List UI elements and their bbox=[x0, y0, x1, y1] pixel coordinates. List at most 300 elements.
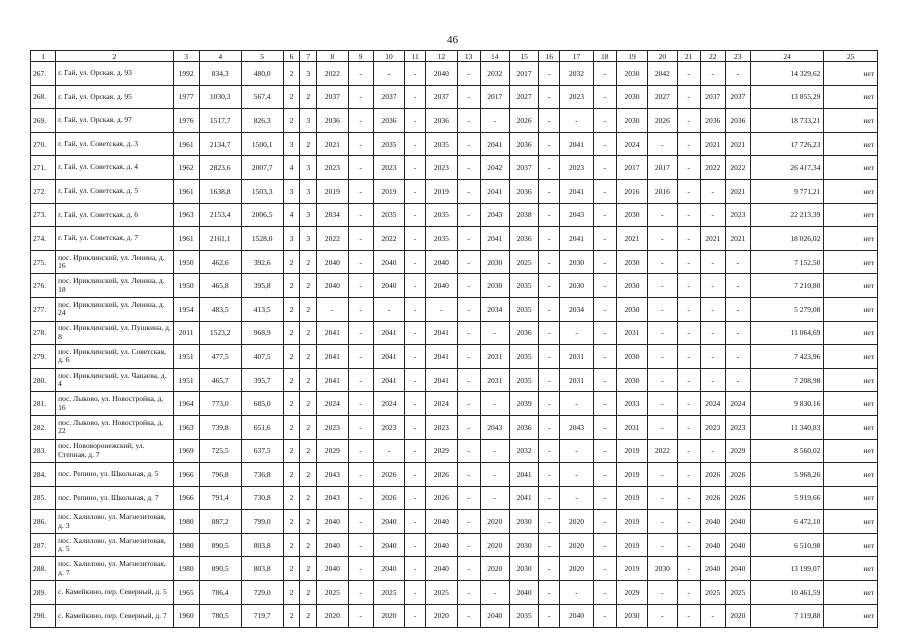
column-header: 17 bbox=[560, 51, 594, 62]
table-cell: 2023 bbox=[373, 415, 404, 439]
table-cell: 2020 bbox=[317, 604, 348, 628]
table-cell: - bbox=[405, 533, 426, 557]
table-cell: 2 bbox=[283, 604, 300, 628]
table-row bbox=[31, 109, 878, 133]
table-cell: 3 bbox=[300, 203, 317, 227]
table-cell: 1964 bbox=[173, 392, 199, 416]
table-cell: - bbox=[648, 581, 677, 605]
table-cell: 1992 bbox=[173, 62, 199, 86]
table-cell: - bbox=[677, 179, 700, 203]
table-cell: 2017 bbox=[509, 62, 538, 86]
column-header: 10 bbox=[373, 51, 404, 62]
table-cell: 2030 bbox=[560, 274, 594, 298]
table-cell: 9 830,16 bbox=[750, 392, 823, 416]
column-header: 25 bbox=[824, 51, 878, 62]
table-cell: 2021 bbox=[725, 132, 750, 156]
table-cell: 2038 bbox=[509, 203, 538, 227]
table-cell: 2023 bbox=[317, 415, 348, 439]
table-cell: 1962 bbox=[173, 156, 199, 180]
table-cell: 2 bbox=[283, 109, 300, 133]
table-row bbox=[31, 297, 878, 321]
table-cell: - bbox=[677, 510, 700, 534]
table-row bbox=[31, 533, 878, 557]
table-cell: 2040 bbox=[700, 533, 725, 557]
row-number-cell: 271. bbox=[31, 156, 56, 180]
table-cell: - bbox=[593, 321, 616, 345]
table-cell: 14 329,62 bbox=[750, 62, 823, 86]
row-number-cell: 280. bbox=[31, 368, 56, 392]
table-cell: - bbox=[405, 463, 426, 487]
row-number-cell: 286. bbox=[31, 510, 56, 534]
table-cell: 10 461,59 bbox=[750, 581, 823, 605]
page-number: 46 bbox=[447, 34, 458, 46]
table-cell: - bbox=[539, 604, 560, 628]
table-cell: - bbox=[648, 321, 677, 345]
table-cell: 2026 bbox=[725, 463, 750, 487]
table-cell: 2022 bbox=[317, 227, 348, 251]
table-cell: 26 417,34 bbox=[750, 156, 823, 180]
row-number-cell: 267. bbox=[31, 62, 56, 86]
table-cell: - bbox=[373, 297, 404, 321]
table-cell: - bbox=[700, 274, 725, 298]
table-cell: 2 bbox=[300, 345, 317, 369]
table-cell: нет bbox=[824, 321, 878, 345]
table-cell: - bbox=[405, 581, 426, 605]
table-cell: 1963 bbox=[173, 415, 199, 439]
table-cell: 2 bbox=[283, 250, 300, 274]
table-cell: 2035 bbox=[426, 132, 457, 156]
table-cell: нет bbox=[824, 533, 878, 557]
table-cell: 1966 bbox=[173, 486, 199, 510]
table-cell: 2020 bbox=[480, 533, 509, 557]
table-cell: 2043 bbox=[317, 486, 348, 510]
table-cell: - bbox=[348, 109, 373, 133]
address-cell: г. Гай, ул. Советская, д. 4 bbox=[56, 156, 173, 180]
table-cell: 2035 bbox=[373, 132, 404, 156]
table-cell: - bbox=[457, 203, 480, 227]
table-cell: 7 152,50 bbox=[750, 250, 823, 274]
table-cell: 2030 bbox=[560, 250, 594, 274]
table-cell: 637,5 bbox=[241, 439, 283, 463]
table-cell: - bbox=[593, 227, 616, 251]
table-cell: 483,5 bbox=[199, 297, 241, 321]
table-cell: нет bbox=[824, 274, 878, 298]
table-cell: нет bbox=[824, 486, 878, 510]
address-cell: г. Гай, ул. Орская, д. 97 bbox=[56, 109, 173, 133]
housing-repair-table bbox=[30, 50, 878, 628]
table-cell: 799,0 bbox=[241, 510, 283, 534]
table-cell: 1500,1 bbox=[241, 132, 283, 156]
table-row bbox=[31, 557, 878, 581]
table-cell: 2037 bbox=[509, 156, 538, 180]
table-cell: 2025 bbox=[426, 581, 457, 605]
table-cell: 2041 bbox=[317, 345, 348, 369]
table-cell: - bbox=[700, 62, 725, 86]
table-cell: - bbox=[457, 392, 480, 416]
table-cell: 739,8 bbox=[199, 415, 241, 439]
table-cell: 2030 bbox=[509, 510, 538, 534]
table-cell: - bbox=[700, 297, 725, 321]
table-cell: - bbox=[348, 203, 373, 227]
table-cell: 1528,0 bbox=[241, 227, 283, 251]
table-cell: - bbox=[593, 533, 616, 557]
table-cell: 2021 bbox=[616, 227, 647, 251]
table-cell: 1950 bbox=[173, 250, 199, 274]
table-cell: - bbox=[457, 250, 480, 274]
table-row bbox=[31, 486, 878, 510]
table-cell: 2031 bbox=[560, 345, 594, 369]
table-row bbox=[31, 274, 878, 298]
table-cell: - bbox=[648, 415, 677, 439]
table-cell: - bbox=[373, 439, 404, 463]
table-cell: нет bbox=[824, 85, 878, 109]
address-cell: г. Гай, ул. Орская, д. 95 bbox=[56, 85, 173, 109]
table-cell: 2023 bbox=[317, 156, 348, 180]
table-cell: 2030 bbox=[509, 533, 538, 557]
table-cell: - bbox=[348, 557, 373, 581]
row-number-cell: 278. bbox=[31, 321, 56, 345]
table-cell: 2019 bbox=[373, 179, 404, 203]
table-cell: 2035 bbox=[509, 345, 538, 369]
table-cell: 2024 bbox=[317, 392, 348, 416]
table-cell: 2007,7 bbox=[241, 156, 283, 180]
table-cell: 2035 bbox=[509, 297, 538, 321]
table-cell: 7 210,80 bbox=[750, 274, 823, 298]
table-cell: 2011 bbox=[173, 321, 199, 345]
table-cell: - bbox=[539, 415, 560, 439]
table-cell: - bbox=[677, 85, 700, 109]
table-cell: - bbox=[648, 203, 677, 227]
table-cell: - bbox=[560, 109, 594, 133]
table-cell: 1517,7 bbox=[199, 109, 241, 133]
table-cell: 1503,3 bbox=[241, 179, 283, 203]
table-cell: 11 064,69 bbox=[750, 321, 823, 345]
table-cell: 2040 bbox=[426, 274, 457, 298]
table-cell: 2023 bbox=[725, 415, 750, 439]
table-cell: - bbox=[677, 486, 700, 510]
table-cell: 2040 bbox=[426, 557, 457, 581]
table-cell: 2023 bbox=[725, 203, 750, 227]
row-number-cell: 275. bbox=[31, 250, 56, 274]
table-cell: - bbox=[317, 297, 348, 321]
table-cell: 7 119,88 bbox=[750, 604, 823, 628]
table-cell: 890,5 bbox=[199, 557, 241, 581]
table-cell: 2 bbox=[300, 368, 317, 392]
address-cell: пос. Репино, ул. Школьная, д. 7 bbox=[56, 486, 173, 510]
table-cell: - bbox=[725, 321, 750, 345]
table-cell: - bbox=[348, 463, 373, 487]
table-cell: - bbox=[405, 274, 426, 298]
table-cell: 2034 bbox=[480, 297, 509, 321]
table-cell: 2 bbox=[283, 463, 300, 487]
table-cell: 2020 bbox=[426, 604, 457, 628]
table-cell: 2 bbox=[300, 132, 317, 156]
table-cell: - bbox=[539, 179, 560, 203]
table-cell: - bbox=[405, 227, 426, 251]
column-header: 19 bbox=[616, 51, 647, 62]
table-cell: - bbox=[457, 132, 480, 156]
table-cell: 2041 bbox=[426, 368, 457, 392]
table-cell: 2026 bbox=[373, 463, 404, 487]
table-cell: 2026 bbox=[509, 109, 538, 133]
table-cell: 2040 bbox=[725, 533, 750, 557]
table-cell: 2153,4 bbox=[199, 203, 241, 227]
table-cell: 2035 bbox=[373, 203, 404, 227]
address-cell: пос. Ириклинский, ул. Ленина, д. 18 bbox=[56, 274, 173, 298]
table-cell: 2040 bbox=[426, 510, 457, 534]
table-cell: 2024 bbox=[700, 392, 725, 416]
table-cell: - bbox=[560, 439, 594, 463]
table-cell: 2040 bbox=[426, 533, 457, 557]
table-cell: 2019 bbox=[616, 439, 647, 463]
table-cell: 2823,6 bbox=[199, 156, 241, 180]
table-cell: - bbox=[677, 581, 700, 605]
table-cell: - bbox=[348, 156, 373, 180]
row-number-cell: 273. bbox=[31, 203, 56, 227]
table-cell: 2 bbox=[300, 581, 317, 605]
table-cell: - bbox=[480, 109, 509, 133]
table-cell: 22 213,39 bbox=[750, 203, 823, 227]
table-cell: 2 bbox=[300, 463, 317, 487]
table-cell: - bbox=[405, 109, 426, 133]
address-cell: пос. Репино, ул. Школьная, д. 5 bbox=[56, 463, 173, 487]
table-cell: 1638,8 bbox=[199, 179, 241, 203]
table-cell: - bbox=[677, 227, 700, 251]
table-cell: 2036 bbox=[700, 109, 725, 133]
table-cell: 2030 bbox=[616, 250, 647, 274]
table-cell: - bbox=[405, 486, 426, 510]
table-cell: - bbox=[700, 368, 725, 392]
table-cell: 2024 bbox=[616, 132, 647, 156]
table-cell: - bbox=[457, 581, 480, 605]
table-cell: - bbox=[725, 345, 750, 369]
table-cell: нет bbox=[824, 227, 878, 251]
table-cell: - bbox=[405, 156, 426, 180]
table-cell: 2040 bbox=[480, 604, 509, 628]
table-cell: 2029 bbox=[426, 439, 457, 463]
table-cell: - bbox=[677, 203, 700, 227]
table-cell: - bbox=[677, 415, 700, 439]
table-cell: - bbox=[348, 392, 373, 416]
table-cell: 2 bbox=[283, 439, 300, 463]
column-header: 2 bbox=[56, 51, 173, 62]
table-cell: - bbox=[593, 486, 616, 510]
table-cell: - bbox=[648, 463, 677, 487]
table-cell: - bbox=[648, 392, 677, 416]
table-cell: - bbox=[348, 297, 373, 321]
table-cell: 2036 bbox=[373, 109, 404, 133]
table-cell: 2 bbox=[300, 486, 317, 510]
table-cell: 2042 bbox=[480, 156, 509, 180]
table-cell: 5 968,26 bbox=[750, 463, 823, 487]
table-cell: 2027 bbox=[509, 85, 538, 109]
table-cell: нет bbox=[824, 132, 878, 156]
address-cell: пос. Ириклинский, ул. Чапаева, д. 4 bbox=[56, 368, 173, 392]
table-cell: 2030 bbox=[616, 85, 647, 109]
table-cell: 1951 bbox=[173, 368, 199, 392]
table-cell: - bbox=[457, 415, 480, 439]
table-cell: 2035 bbox=[509, 274, 538, 298]
table-cell: - bbox=[373, 62, 404, 86]
table-cell: - bbox=[405, 85, 426, 109]
table-cell: - bbox=[539, 345, 560, 369]
table-cell: 2 bbox=[283, 297, 300, 321]
table-cell: - bbox=[539, 274, 560, 298]
table-row bbox=[31, 62, 878, 86]
table-cell: 3 bbox=[283, 132, 300, 156]
table-cell: - bbox=[593, 274, 616, 298]
table-cell: - bbox=[648, 274, 677, 298]
table-cell: 2036 bbox=[317, 109, 348, 133]
table-cell: - bbox=[405, 510, 426, 534]
table-cell: 826,3 bbox=[241, 109, 283, 133]
table-cell: 2043 bbox=[560, 415, 594, 439]
table-cell: 2 bbox=[300, 321, 317, 345]
table-cell: 2041 bbox=[317, 368, 348, 392]
table-cell: - bbox=[457, 179, 480, 203]
table-cell: 2043 bbox=[480, 415, 509, 439]
table-cell: 803,8 bbox=[241, 533, 283, 557]
table-cell: 407,5 bbox=[241, 345, 283, 369]
table-cell: нет bbox=[824, 557, 878, 581]
table-cell: 2030 bbox=[616, 297, 647, 321]
table-cell: 2040 bbox=[373, 510, 404, 534]
table-cell: 780,5 bbox=[199, 604, 241, 628]
table-cell: 1969 bbox=[173, 439, 199, 463]
table-cell: - bbox=[480, 321, 509, 345]
table-cell: 2017 bbox=[616, 156, 647, 180]
table-cell: 1523,2 bbox=[199, 321, 241, 345]
table-row bbox=[31, 132, 878, 156]
table-cell: 725,5 bbox=[199, 439, 241, 463]
table-cell: 9 771,21 bbox=[750, 179, 823, 203]
table-cell: 729,0 bbox=[241, 581, 283, 605]
table-cell: 2040 bbox=[373, 533, 404, 557]
table-cell: - bbox=[348, 533, 373, 557]
table-cell: - bbox=[677, 439, 700, 463]
table-cell: 2 bbox=[300, 85, 317, 109]
table-cell: 7 423,96 bbox=[750, 345, 823, 369]
table-cell: 1963 bbox=[173, 203, 199, 227]
table-cell: 2 bbox=[300, 415, 317, 439]
column-header: 13 bbox=[457, 51, 480, 62]
table-cell: 2021 bbox=[317, 132, 348, 156]
table-cell: - bbox=[593, 156, 616, 180]
table-cell: 2 bbox=[300, 274, 317, 298]
table-cell: - bbox=[560, 321, 594, 345]
table-cell: 2 bbox=[283, 62, 300, 86]
table-cell: нет bbox=[824, 581, 878, 605]
table-cell: 2025 bbox=[725, 581, 750, 605]
table-cell: 1030,3 bbox=[199, 85, 241, 109]
column-header: 15 bbox=[509, 51, 538, 62]
table-cell: 685,0 bbox=[241, 392, 283, 416]
table-cell: 2 bbox=[283, 486, 300, 510]
address-cell: пос. Халилово, ул. Магнезитовая, д. 3 bbox=[56, 510, 173, 534]
table-cell: 2134,7 bbox=[199, 132, 241, 156]
table-cell: - bbox=[348, 62, 373, 86]
table-cell: - bbox=[457, 557, 480, 581]
table-cell: - bbox=[539, 109, 560, 133]
table-cell: - bbox=[593, 179, 616, 203]
table-cell: 2040 bbox=[426, 62, 457, 86]
table-cell: 2 bbox=[283, 533, 300, 557]
table-cell: - bbox=[677, 62, 700, 86]
table-cell: 1965 bbox=[173, 581, 199, 605]
table-cell: нет bbox=[824, 368, 878, 392]
table-cell: 2 bbox=[283, 274, 300, 298]
table-cell: - bbox=[457, 109, 480, 133]
row-number-cell: 290. bbox=[31, 604, 56, 628]
column-header: 21 bbox=[677, 51, 700, 62]
table-cell: - bbox=[539, 132, 560, 156]
table-cell: 13 855,29 bbox=[750, 85, 823, 109]
table-cell: 6 510,98 bbox=[750, 533, 823, 557]
table-cell: 2026 bbox=[426, 486, 457, 510]
table-cell: 2041 bbox=[509, 463, 538, 487]
address-cell: пос. Ириклинский, ул. Пушкина, д. 8 bbox=[56, 321, 173, 345]
table-cell: 480,0 bbox=[241, 62, 283, 86]
table-cell: - bbox=[480, 581, 509, 605]
row-number-cell: 276. bbox=[31, 274, 56, 298]
table-cell: 1977 bbox=[173, 85, 199, 109]
table-cell: 462,6 bbox=[199, 250, 241, 274]
table-cell: 2032 bbox=[509, 439, 538, 463]
table-row bbox=[31, 415, 878, 439]
table-cell: 2 bbox=[300, 250, 317, 274]
table-cell: 5 279,08 bbox=[750, 297, 823, 321]
table-cell: 2019 bbox=[317, 179, 348, 203]
table-cell: - bbox=[457, 368, 480, 392]
table-cell: 2 bbox=[300, 533, 317, 557]
table-cell: - bbox=[348, 415, 373, 439]
table-cell: 1951 bbox=[173, 345, 199, 369]
table-cell: - bbox=[457, 321, 480, 345]
table-cell: - bbox=[593, 109, 616, 133]
table-cell: 2020 bbox=[480, 557, 509, 581]
table-cell: - bbox=[539, 203, 560, 227]
table-cell: 2040 bbox=[725, 510, 750, 534]
table-cell: - bbox=[593, 203, 616, 227]
table-cell: 477,5 bbox=[199, 345, 241, 369]
table-cell: - bbox=[560, 463, 594, 487]
column-header: 3 bbox=[173, 51, 199, 62]
table-cell: 2040 bbox=[560, 604, 594, 628]
table-row bbox=[31, 156, 878, 180]
table-cell: - bbox=[593, 85, 616, 109]
table-cell: 3 bbox=[300, 156, 317, 180]
table-cell: 2019 bbox=[616, 557, 647, 581]
table-cell: - bbox=[648, 533, 677, 557]
table-cell: - bbox=[677, 533, 700, 557]
table-cell: 413,5 bbox=[241, 297, 283, 321]
table-cell: 3 bbox=[300, 179, 317, 203]
table-cell: - bbox=[405, 345, 426, 369]
table-cell: - bbox=[348, 321, 373, 345]
table-cell: - bbox=[405, 557, 426, 581]
table-cell: - bbox=[593, 415, 616, 439]
table-cell: - bbox=[593, 368, 616, 392]
table-cell: 2020 bbox=[725, 604, 750, 628]
table-cell: 2 bbox=[283, 345, 300, 369]
table-cell: 890,5 bbox=[199, 533, 241, 557]
table-cell: 2 bbox=[283, 415, 300, 439]
column-header: 14 bbox=[480, 51, 509, 62]
table-cell: 2036 bbox=[509, 179, 538, 203]
table-cell: 2022 bbox=[373, 227, 404, 251]
table-cell: 465,7 bbox=[199, 368, 241, 392]
table-cell: нет bbox=[824, 109, 878, 133]
